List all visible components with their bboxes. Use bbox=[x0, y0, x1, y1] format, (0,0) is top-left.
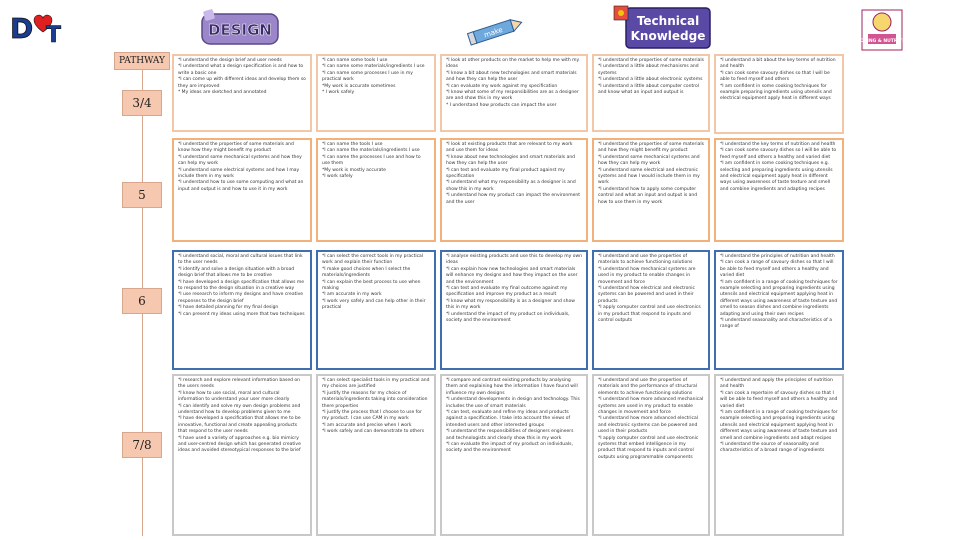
cell-7-8-cooking: *I understand and apply the principles of nutrition and health *I can cook a repertoire of savoury dishes so that I will be able to feed myself and others a healthy and varied diet *I am confident in a range of cooking techniques for example selecting and preparing ingredients using utensils and electrical equipment applying heat in different ways using awareness of taste texture and smell and combine ingredients and adapt recipes *I understand the source of seasonality and characteristics of a broad range of ingredients bbox=[714, 374, 844, 536]
technical-logo-line-2: Knowledge bbox=[630, 29, 706, 43]
cell-6-technical: *I understand and use the properties of materials to achieve functioning solutions *I understand how mechanical systems are used in my product to enable changes in movement and force *I understand how electrical and electronic systems can be powered and used in their products *I apply computer control and use electronics in my product that respond to inputs and control outputs bbox=[592, 250, 710, 370]
svg-text:D: D bbox=[10, 12, 34, 45]
level-5: 5 bbox=[122, 182, 162, 208]
cell-5-cooking: *I understand the key terms of nutrition and health *I can cook some savoury dishes so I will be able to feed myself and others a healthy and varied diet *I am confident in some cooking techniques e.g. selecting and preparing ingredients using utensils and electrical equipment apply heat in different ways using awareness of taste texture and smell and combine ingredients and adapting recipes bbox=[714, 138, 844, 242]
cell-6-cooking: *I understand the principles of nutrition and health *I can cook a range of savoury dishes so that I will be able to feed myself and others a healthy and varied diet *I am confident in a range of cooking techniques for example selecting and preparing ingredients using utensils and electrical equipment applying heat in different ways using awareness of taste texture and smell to season dishes and combine ingredients adapting and using their own recipes *I understand seasonality and characteristics of a range of bbox=[714, 250, 844, 370]
cell-7-8-make: *I can select specialist tools in my practical and my choices are justified *I justify the reasons for my choice of materials/ingredients taking into consideration there properties *I justify the process that I choose to use for my product. I can use CAM in my work *I am accurate and precise when I work *I work safely and can demonstrate to others bbox=[316, 374, 436, 536]
cell-5-evaluate: *I look at existing products that are relevant to my work and use them for ideas *I know about new technologies and smart materials and how they can help the user *I can test and evaluate my final product against my specification *I understand what my responsibility as a designer is and show this in my work *I understand how my product can impact the environment and the user bbox=[440, 138, 588, 242]
cell-3-4-technical: *I understand the properties of some materials *I understand a little about mechanisms and systems *I understand a little about electronic systems *I understand a little about computer control and know what an input and output is bbox=[592, 54, 710, 132]
design-logo-text: DESIGN bbox=[208, 21, 272, 39]
cell-6-evaluate: *I analyse existing products and use this to develop my own ideas *I can explain how new technologies and smart materials will enhance my designs and how they impact on the user and the environment *I can test and evaluate my final outcome against my specification and improve my product as a result *I know what my responsibility is as a designer and show this in my work *I understand the impact of my product on individuals, society and the environment bbox=[440, 250, 588, 370]
level-3-4: 3/4 bbox=[122, 90, 162, 116]
cooking-nutrition-logo bbox=[852, 4, 912, 54]
cell-5-make: *I can name the tools I use *I can name the materials/ingredients I use *I can name the processes I use and how to use them *My work is mostly accurate *I work safely bbox=[316, 138, 436, 242]
dt-logo bbox=[8, 6, 70, 48]
cell-7-8-design: *I research and explore relevant information based on the users needs *I know how to use social, moral and cultural information to understand your user more clearly *I can identify and solve my own design problems and understand how to develop problems given to me *I have developed a specification that allows me to be innovative, functional and create appealing products that respond to the user needs *I have used a variety of approaches e.g. bio mimicry and user-centred design which has generated creative ideas and avoided stereotypical responses to the brief bbox=[172, 374, 312, 536]
cell-7-8-evaluate: *I compare and contrast existing products by analysing them and explaining how the information I have found will influence my own designs *I understand developments in design and technology. This includes the use of smart materials *I can test, evaluate and refine my ideas and products against a specification. I take into account the views of intended users and other interested groups *I understand the responsibilities of designers engineers and technologists and clearly show this in my work *I can evaluate the impact of my product on individuals, society and the environment bbox=[440, 374, 588, 536]
design-logo bbox=[200, 6, 280, 50]
cell-3-4-evaluate: *I look at other products on the market to help me with my ideas *I know a bit about new technologies and smart materials and how they can help the user *I can evaluate my work against my specification *I know what some of my responsibilities are as a designer are and show this in my work * I understand how products can impact the user bbox=[440, 54, 588, 132]
cell-6-make: *I can select the correct tools in my practical work and explain their function *I make good choices when I select the materials/ingredients *I can explain the best process to use when making *I am accurate in my work *I work very safely and can help other in their practical bbox=[316, 250, 436, 370]
make-logo-text: make bbox=[483, 25, 504, 40]
level-7-8: 7/8 bbox=[122, 432, 162, 458]
pathway-label: PATHWAY bbox=[114, 52, 170, 70]
cell-3-4-cooking: *I understand a bit about the key terms of nutrition and health *I can cook some savoury dishes so that I will be able to feed myself and others *I am confident in some cooking techniques for example preparing ingredients using utensils and electrical equipment apply heat in different ways bbox=[714, 54, 844, 134]
cell-3-4-design: *I understand the design brief and user needs *I understand what a design specification is and how to write a basic one *I can come up with different ideas and develop them so they are improved * My ideas are sketched and annotated bbox=[172, 54, 312, 132]
cooking-logo-text: COOKING & NUTRITION bbox=[852, 39, 912, 44]
pencil-icon bbox=[465, 14, 525, 48]
cell-6-design: *I understand social, moral and cultural issues that link to the user needs *I identify and solve a design situation with a broad design brief that allows me to be creative *I have developed a design specification that allows me to respond to the design situation in a creative way *I use research to inform my designs and have creative responses to the design brief *I have detailed planning for my final design *I can present my ideas using more that two techniques bbox=[172, 250, 312, 370]
technical-logo-line-1: Technical bbox=[636, 14, 700, 28]
cell-3-4-make: *I can name some tools I use *I can name some materials/ingredients I use *I can name some processes I use in my practical work *My work is accurate sometimes * I work safely bbox=[316, 54, 436, 132]
svg-text:T: T bbox=[46, 23, 62, 48]
level-6: 6 bbox=[122, 288, 162, 314]
cell-7-8-technical: *I understand and use the properties of materials and the performance of structural elements to achieve functioning solutions *I understand how more advanced mechanical systems are used in my product to enable changes in movement and force *I understand how more advanced electrical and electronic systems can be powered and used in their products *I apply computer control and use electronic systems that embed intelligence in my product that respond to inputs and control outputs using programmable components bbox=[592, 374, 710, 536]
cell-5-design: *I understand the properties of some materials and know how they might benefit my product *I understand some mechanical systems and how they can help my work *I understand some electrical systems and how I may include them in my work *I understand how to use some computing and what an input and output is and how to use it in my work bbox=[172, 138, 312, 242]
cell-5-technical: *I understand the properties of some materials and how they might benefit my product *I understand some mechanical systems and how they can help my work *I understand some electrical and electronic systems and how I would include them in my work *I understand how to apply some computer control and what an input and output is and how to use them in my work bbox=[592, 138, 710, 242]
technical-knowledge-logo bbox=[612, 4, 712, 52]
